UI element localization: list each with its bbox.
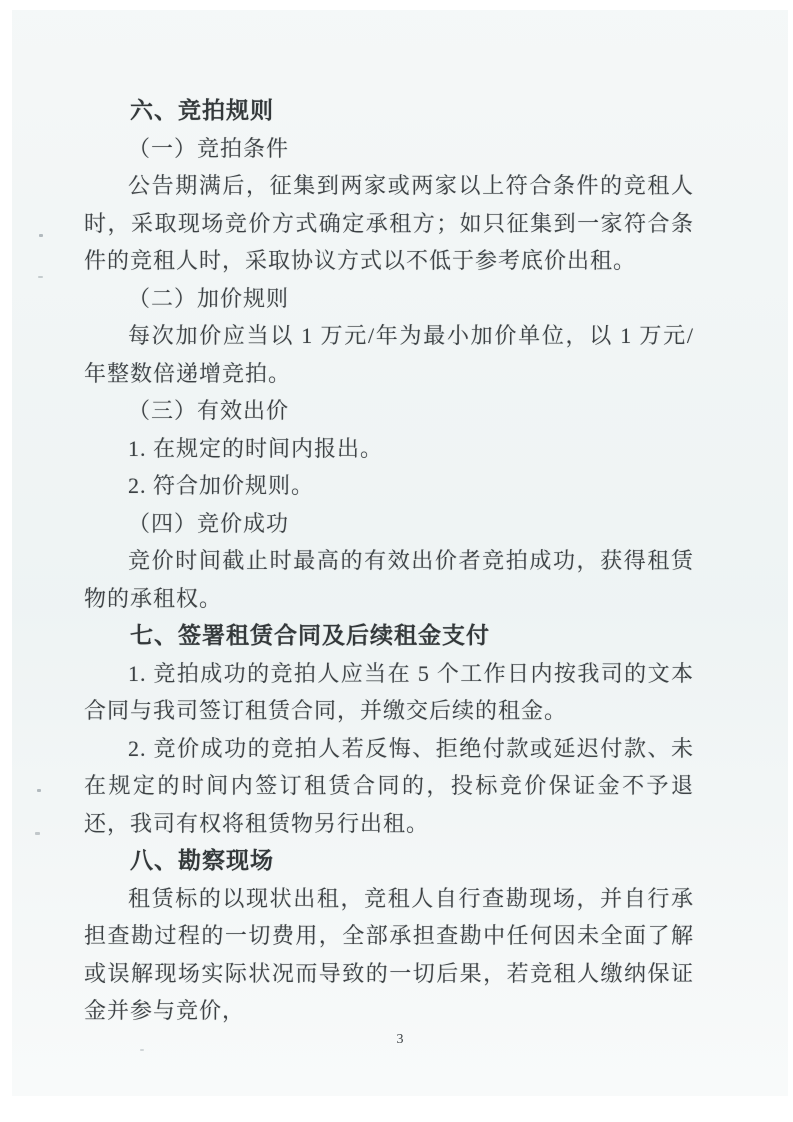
paragraph-valid-bid-item-1: 1. 在规定的时间内报出。 bbox=[128, 435, 384, 461]
section-heading-6: 六、竞拍规则 bbox=[130, 97, 274, 123]
paragraph-valid-bid-item-2: 2. 符合加价规则。 bbox=[128, 473, 315, 498]
scan-speck bbox=[37, 789, 41, 792]
section-heading-8: 八、勘察现场 bbox=[130, 847, 274, 873]
scan-speck bbox=[140, 1049, 144, 1051]
section-heading-7: 七、签署租赁合同及后续租金支付 bbox=[130, 622, 490, 648]
paragraph-bid-success: 竞价时间截止时最高的有效出价者竞拍成功，获得租赁物的承租权。 bbox=[84, 548, 694, 611]
page-number: 3 bbox=[396, 1032, 404, 1047]
paragraph-contract-item-1: 1. 竞拍成功的竞拍人应当在 5 个工作日内按我司的文本合同与我司签订租赁合同，并缴交后续的租金。 bbox=[84, 660, 694, 723]
subsection-heading-6-4: （四）竞价成功 bbox=[128, 510, 290, 536]
paragraph-increment-rule: 每次加价应当以 1 万元/年为最小加价单位，以 1 万元/年整数倍递增竞拍。 bbox=[84, 323, 694, 386]
paragraph-bidding-conditions: 公告期满后，征集到两家或两家以上符合条件的竞租人时，采取现场竞价方式确定承租方；如只征集到一家符合条件的竞租人时，采取协议方式以不低于参考底价出租。 bbox=[84, 173, 694, 273]
paragraph-contract-item-2: 2. 竞价成功的竞拍人若反悔、拒绝付款或延迟付款、未在规定的时间内签订租赁合同的，投标竞价保证金不予退还，我司有权将租赁物另行出租。 bbox=[84, 735, 694, 836]
scan-speck bbox=[38, 276, 43, 278]
subsection-heading-6-2: （二）加价规则 bbox=[128, 285, 290, 311]
paragraph-site-survey: 租赁标的以现状出租，竞租人自行查勘现场，并自行承担查勘过程的一切费用，全部承担查勘中任何因未全面了解或误解现场实际状况而导致的一切后果，若竞租人缴纳保证金并参与竞价， bbox=[84, 885, 694, 1023]
scan-speck bbox=[35, 832, 40, 835]
document-page bbox=[12, 10, 788, 1096]
subsection-heading-6-1: （一）竞拍条件 bbox=[128, 135, 290, 161]
scan-speck bbox=[39, 234, 43, 237]
subsection-heading-6-3: （三）有效出价 bbox=[128, 398, 290, 423]
document-body bbox=[84, 92, 694, 1030]
